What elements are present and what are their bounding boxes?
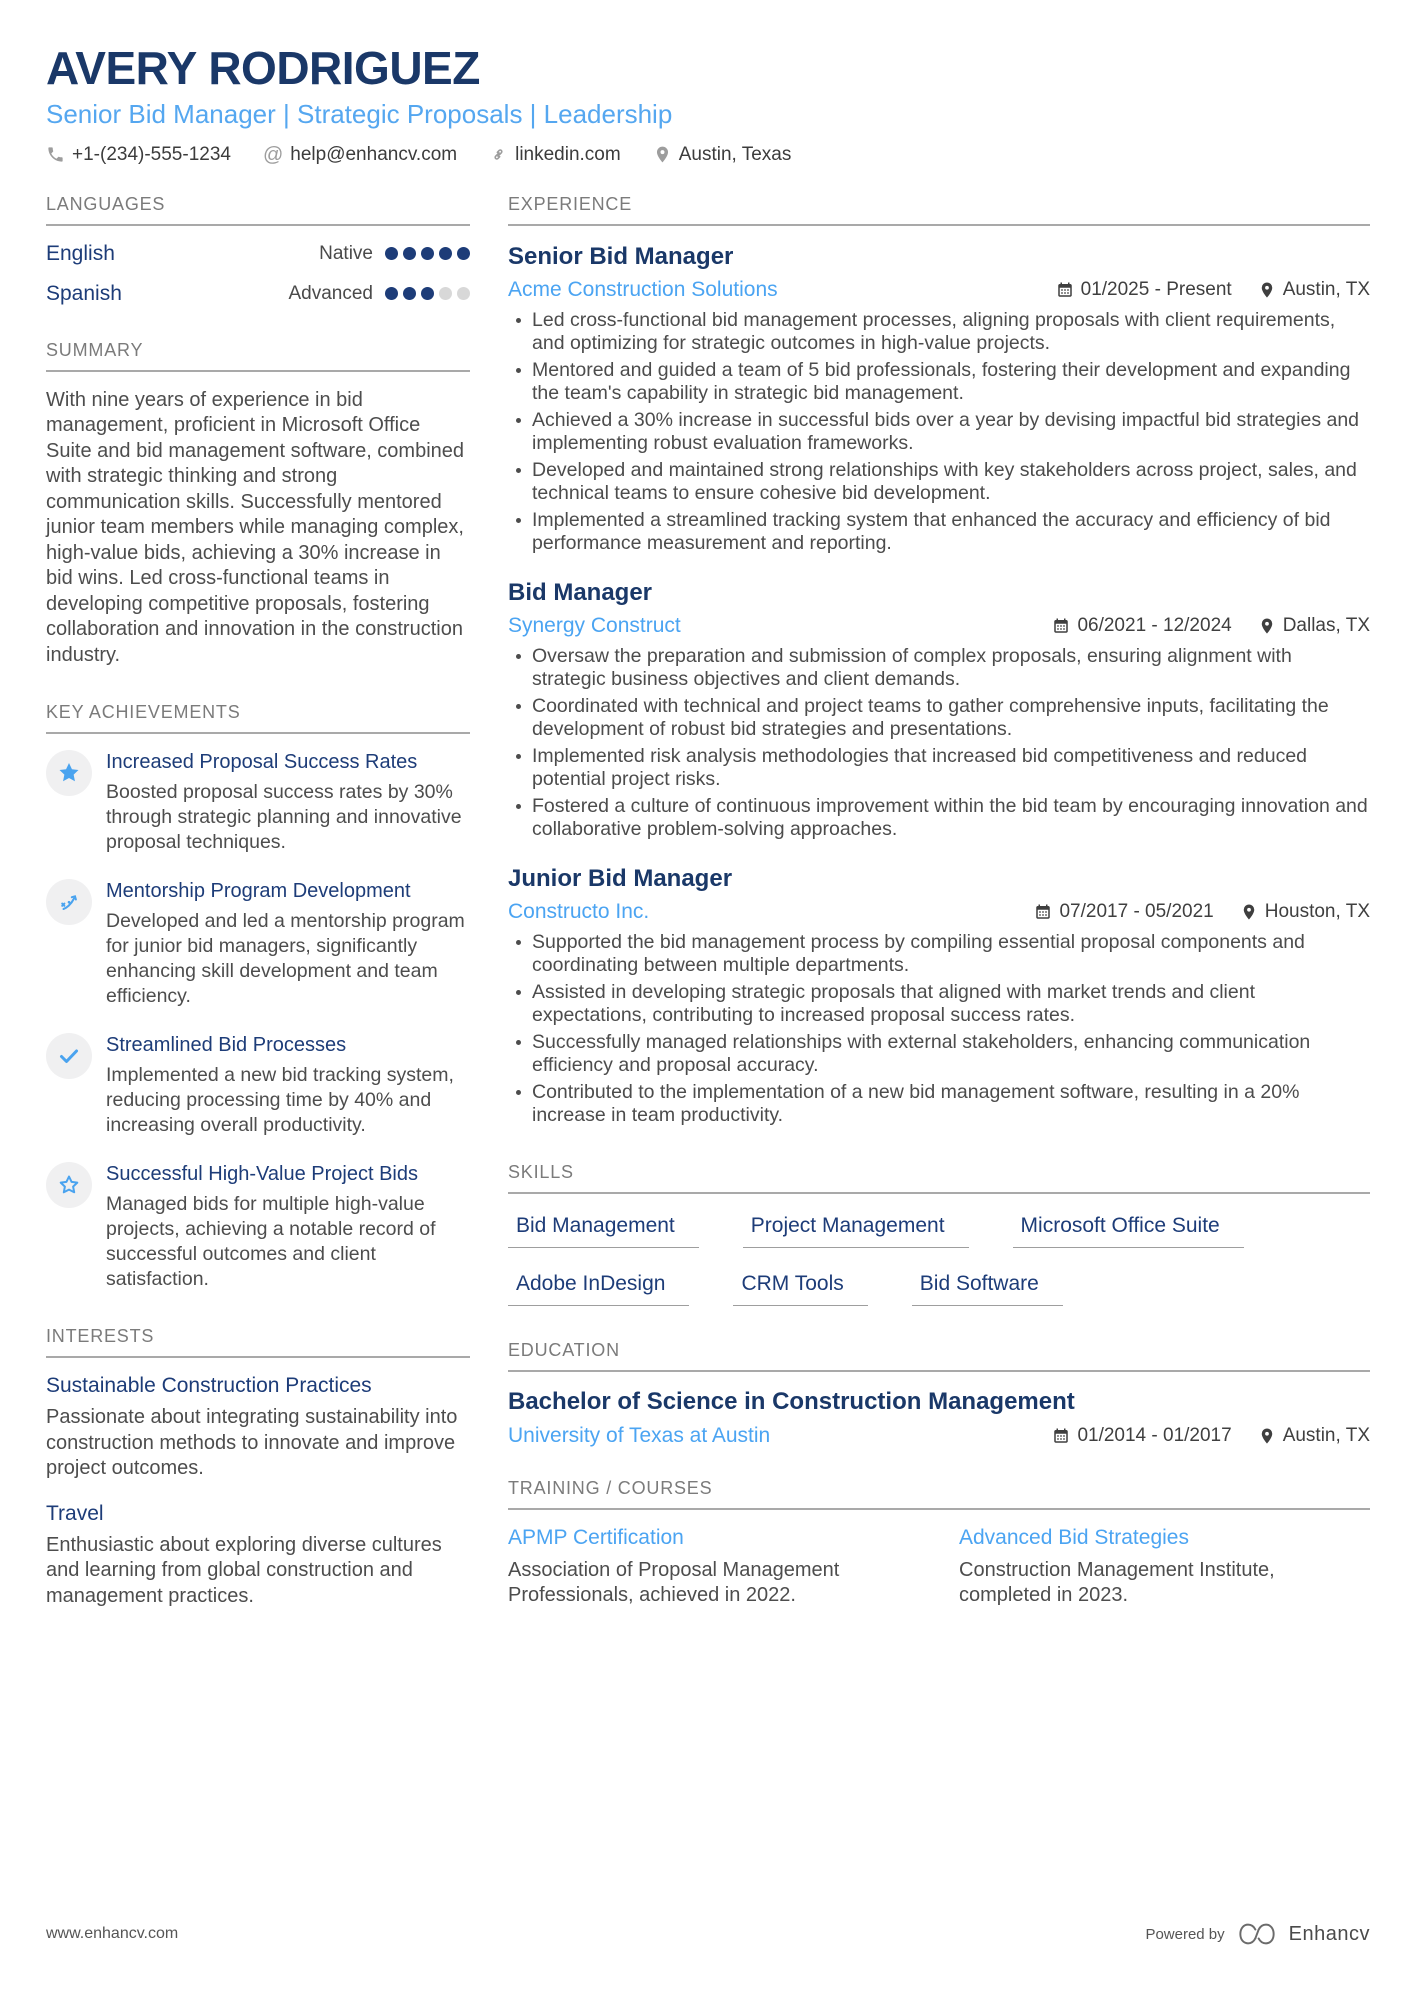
languages-heading: LANGUAGES bbox=[46, 194, 470, 226]
bullet: Developed and maintained strong relationships with key stakeholders across project, sales, and technical teams to ensure cohesive bid development. bbox=[516, 459, 1370, 506]
footer-url[interactable]: www.enhancv.com bbox=[46, 1925, 179, 1942]
proficiency-dot-empty bbox=[439, 287, 452, 300]
language-level: Native bbox=[319, 242, 373, 264]
language-row-english bbox=[46, 242, 470, 266]
key-achievements-heading: KEY ACHIEVEMENTS bbox=[46, 702, 470, 734]
interest-item bbox=[46, 1374, 470, 1482]
achievement-title: Mentorship Program Development bbox=[106, 880, 411, 903]
interests-section bbox=[46, 1326, 470, 1609]
language-proficiency-dots bbox=[385, 287, 470, 300]
company-name: Acme Construction Solutions bbox=[508, 277, 778, 301]
person-name: AVERY RODRIGUEZ bbox=[46, 42, 480, 94]
languages-section bbox=[46, 194, 470, 306]
star-outline-icon bbox=[46, 1162, 92, 1208]
interest-title: Sustainable Construction Practices bbox=[46, 1374, 372, 1398]
link-icon bbox=[489, 145, 508, 164]
interest-title: Travel bbox=[46, 1501, 104, 1525]
skills-list bbox=[508, 1210, 1370, 1306]
interest-text: Passionate about integrating sustainability into construction methods to innovate and improve project outcomes. bbox=[46, 1406, 458, 1480]
education-location: Austin, TX bbox=[1258, 1425, 1370, 1447]
job-location: Houston, TX bbox=[1240, 901, 1370, 923]
proficiency-dot-filled bbox=[403, 287, 416, 300]
powered-by-label: Powered by bbox=[1145, 1925, 1225, 1943]
bullet: Implemented risk analysis methodologies that increased bid competitiveness and reduced potential project risks. bbox=[516, 745, 1370, 792]
location-pin-icon bbox=[1258, 617, 1276, 635]
experience-entry bbox=[508, 864, 1370, 1128]
enhancv-logo-icon bbox=[1237, 1921, 1277, 1947]
bullet: Coordinated with technical and project teams to gather comprehensive inputs, facilitating the development of robust bid strategies and presentations. bbox=[516, 695, 1370, 742]
location-pin-icon bbox=[1258, 281, 1276, 299]
achievement-item bbox=[46, 750, 470, 855]
resume-header bbox=[46, 44, 1370, 166]
calendar-icon bbox=[1034, 903, 1052, 921]
skill-tag: Adobe InDesign bbox=[508, 1272, 689, 1306]
location-contact bbox=[653, 144, 792, 166]
bullet: Successfully managed relationships with external stakeholders, enhancing communication efficiency and proposal accuracy. bbox=[516, 1031, 1370, 1078]
bullet: Contributed to the implementation of a new bid management software, resulting in a 20% increase in team productivity. bbox=[516, 1081, 1370, 1128]
achievement-title: Streamlined Bid Processes bbox=[106, 1034, 347, 1057]
language-row-spanish bbox=[46, 282, 470, 306]
phone-number: +1-(234)-555-1234 bbox=[72, 143, 231, 165]
course-text: Construction Management Institute, completed in 2023. bbox=[959, 1558, 1275, 1606]
language-name: Spanish bbox=[46, 281, 122, 305]
skill-tag: Bid Management bbox=[508, 1214, 699, 1248]
course-text: Association of Proposal Management Professionals, achieved in 2022. bbox=[508, 1558, 840, 1606]
achievement-item bbox=[46, 1162, 470, 1292]
education-heading: EDUCATION bbox=[508, 1340, 1370, 1372]
skill-tag: Project Management bbox=[743, 1214, 969, 1248]
job-dates: 07/2017 - 05/2021 bbox=[1034, 901, 1213, 923]
star-icon bbox=[46, 750, 92, 796]
education-section bbox=[508, 1340, 1370, 1448]
location-text: Austin, Texas bbox=[678, 143, 792, 165]
strategy-icon bbox=[46, 879, 92, 925]
achievement-text: Developed and led a mentorship program for junior bid managers, significantly enhancing skill development and team efficiency. bbox=[106, 910, 465, 1008]
proficiency-dot-filled bbox=[385, 247, 398, 260]
job-dates: 06/2021 - 12/2024 bbox=[1052, 615, 1231, 637]
degree-title: Bachelor of Science in Construction Management bbox=[508, 1387, 1075, 1415]
proficiency-dot-filled bbox=[439, 247, 452, 260]
language-proficiency-dots bbox=[385, 247, 470, 260]
skills-heading: SKILLS bbox=[508, 1162, 1370, 1194]
summary-heading: SUMMARY bbox=[46, 340, 470, 372]
location-pin-icon bbox=[1240, 903, 1258, 921]
page-footer bbox=[46, 1921, 1370, 1947]
job-bullets bbox=[508, 931, 1370, 1128]
link-contact[interactable] bbox=[489, 144, 621, 166]
experience-entry bbox=[508, 242, 1370, 556]
summary-section bbox=[46, 340, 470, 669]
bullet: Led cross-functional bid management processes, aligning proposals with client requirements, and optimizing for strategic outcomes in high-value projects. bbox=[516, 309, 1370, 356]
job-dates: 01/2025 - Present bbox=[1056, 279, 1232, 301]
proficiency-dot-empty bbox=[457, 287, 470, 300]
right-column bbox=[508, 194, 1370, 1644]
bullet: Assisted in developing strategic proposals that aligned with market trends and client expectations, contributing to increased proposal success rates. bbox=[516, 981, 1370, 1028]
calendar-icon bbox=[1056, 281, 1074, 299]
achievement-item bbox=[46, 879, 470, 1009]
interests-heading: INTERESTS bbox=[46, 1326, 470, 1358]
course-item bbox=[508, 1526, 919, 1608]
email-address: help@enhancv.com bbox=[290, 143, 458, 165]
bullet: Supported the bid management process by compiling essential proposal components and coordinating between multiple departments. bbox=[516, 931, 1370, 978]
interest-item bbox=[46, 1502, 470, 1610]
job-title: Senior Bid Manager bbox=[508, 242, 734, 270]
contact-row bbox=[46, 144, 1370, 166]
course-title: Advanced Bid Strategies bbox=[959, 1525, 1189, 1549]
achievement-text: Implemented a new bid tracking system, reducing processing time by 40% and increasing overall productivity. bbox=[106, 1064, 454, 1137]
interest-text: Enthusiastic about exploring diverse cultures and learning from global construction and management practices. bbox=[46, 1533, 442, 1607]
enhancv-brand-text[interactable]: Enhancv bbox=[1288, 1922, 1370, 1945]
bullet: Mentored and guided a team of 5 bid professionals, fostering their development and expanding the team's capability in strategic bid management. bbox=[516, 359, 1370, 406]
achievement-item bbox=[46, 1033, 470, 1138]
company-name: Constructo Inc. bbox=[508, 899, 650, 923]
calendar-icon bbox=[1052, 1427, 1070, 1445]
link-text: linkedin.com bbox=[515, 143, 621, 165]
school-name: University of Texas at Austin bbox=[508, 1423, 771, 1447]
proficiency-dot-filled bbox=[457, 247, 470, 260]
skills-section bbox=[508, 1162, 1370, 1306]
email-contact[interactable] bbox=[263, 144, 457, 166]
phone-icon bbox=[46, 145, 65, 164]
phone-contact[interactable] bbox=[46, 144, 231, 166]
skill-tag: CRM Tools bbox=[733, 1272, 867, 1306]
left-column bbox=[46, 194, 470, 1644]
achievement-text: Boosted proposal success rates by 30% through strategic planning and innovative proposal techniques. bbox=[106, 781, 462, 854]
training-section bbox=[508, 1478, 1370, 1608]
bullet: Achieved a 30% increase in successful bids over a year by devising impactful bid strategies and implementing robust evaluation frameworks. bbox=[516, 409, 1370, 456]
skill-tag: Bid Software bbox=[912, 1272, 1063, 1306]
proficiency-dot-filled bbox=[421, 247, 434, 260]
job-location: Austin, TX bbox=[1258, 279, 1370, 301]
job-bullets bbox=[508, 645, 1370, 842]
proficiency-dot-filled bbox=[403, 247, 416, 260]
language-level: Advanced bbox=[288, 282, 373, 304]
proficiency-dot-filled bbox=[421, 287, 434, 300]
achievement-title: Increased Proposal Success Rates bbox=[106, 751, 418, 774]
course-item bbox=[959, 1526, 1370, 1608]
job-location: Dallas, TX bbox=[1258, 615, 1370, 637]
location-pin-icon bbox=[1258, 1427, 1276, 1445]
education-dates: 01/2014 - 01/2017 bbox=[1052, 1425, 1231, 1447]
bullet: Oversaw the preparation and submission of complex proposals, ensuring alignment with strategic business objectives and client demands. bbox=[516, 645, 1370, 692]
skill-tag: Microsoft Office Suite bbox=[1013, 1214, 1244, 1248]
location-pin-icon bbox=[653, 145, 672, 164]
at-icon: @ bbox=[262, 143, 284, 166]
bullet: Fostered a culture of continuous improvement within the bid team by encouraging innovation and collaborative problem-solving approaches. bbox=[516, 795, 1370, 842]
job-title: Junior Bid Manager bbox=[508, 864, 733, 892]
proficiency-dot-filled bbox=[385, 287, 398, 300]
job-bullets bbox=[508, 309, 1370, 556]
language-name: English bbox=[46, 241, 115, 265]
job-title: Bid Manager bbox=[508, 578, 653, 606]
summary-text: With nine years of experience in bid management, proficient in Microsoft Office Suite and bid management software, combined with strategic thinking and strong communication skills. Successfully mentored junior team members while managing complex, high-value bids, achieving a 30% increase in bid wins. Led cross-functional teams in developing competitive proposals, fostering collaboration and innovation in the construction industry. bbox=[46, 388, 465, 666]
experience-entry bbox=[508, 578, 1370, 842]
experience-section bbox=[508, 194, 1370, 1128]
person-headline: Senior Bid Manager | Strategic Proposals | Leadership bbox=[46, 98, 673, 129]
course-title: APMP Certification bbox=[508, 1525, 684, 1549]
achievement-title: Successful High-Value Project Bids bbox=[106, 1163, 418, 1186]
company-name: Synergy Construct bbox=[508, 613, 681, 637]
bullet: Implemented a streamlined tracking system that enhanced the accuracy and efficiency of bid performance measurement and reporting. bbox=[516, 509, 1370, 556]
calendar-icon bbox=[1052, 617, 1070, 635]
achievement-text: Managed bids for multiple high-value projects, achieving a notable record of successful outcomes and client satisfaction. bbox=[106, 1193, 436, 1291]
key-achievements-section bbox=[46, 702, 470, 1292]
training-heading: TRAINING / COURSES bbox=[508, 1478, 1370, 1510]
check-icon bbox=[46, 1033, 92, 1079]
experience-heading: EXPERIENCE bbox=[508, 194, 1370, 226]
